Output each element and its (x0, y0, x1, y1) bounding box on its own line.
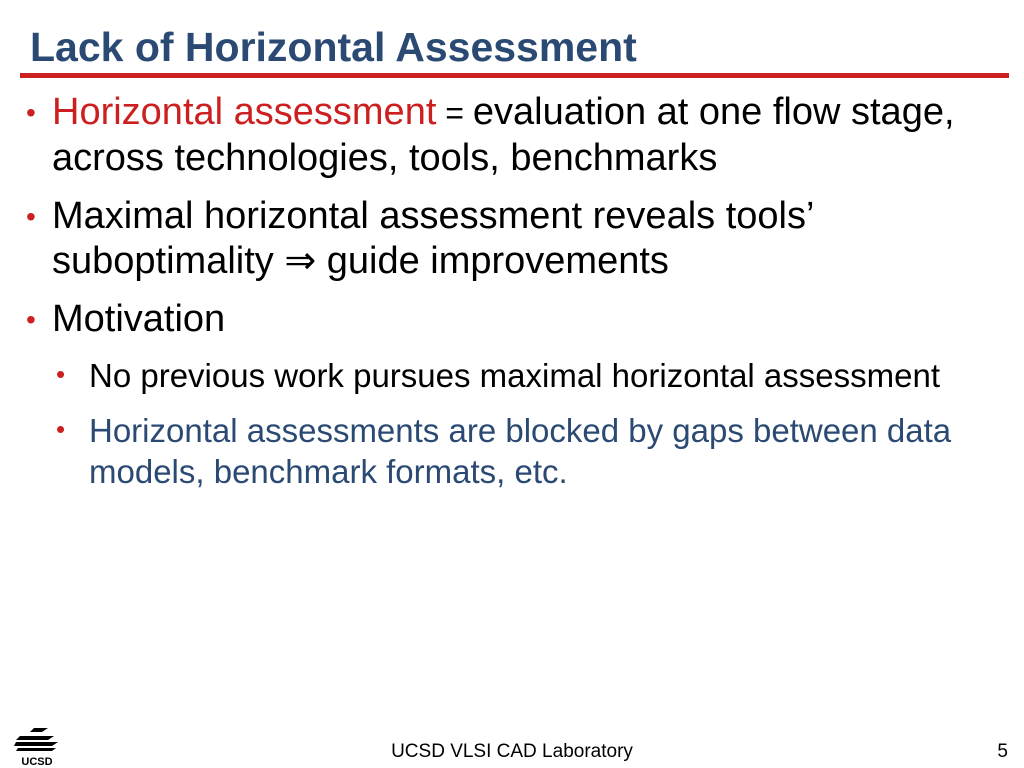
title-underline (20, 73, 1009, 78)
sub-bullet-marker: • (56, 359, 66, 389)
sub-bullet-text: Horizontal assessments are blocked by gaps between data models, benchmark formats, etc. (89, 412, 952, 490)
maximal-assessment-text: Maximal horizontal assessment reveals tools’ suboptimality (52, 195, 814, 282)
slide-body (26, 90, 986, 506)
sub-bullet-no-previous-work (26, 355, 986, 396)
sub-bullet-marker: • (56, 414, 66, 444)
sub-bullet-blocked-by-gaps (26, 410, 986, 492)
bullet-motivation (26, 297, 986, 342)
definition-text: evaluation at one flow stage, across technologies, tools, benchmarks (52, 91, 955, 179)
bullet-maximal-assessment (26, 194, 986, 284)
footer-lab-name: UCSD VLSI CAD Laboratory (391, 741, 633, 762)
sub-bullet-text: No previous work pursues maximal horizontal assessment (89, 357, 941, 394)
guide-improvements-text: guide improvements (316, 240, 669, 282)
bullet-marker: • (26, 201, 36, 232)
equals-sign: = (436, 95, 473, 131)
implies-arrow-icon: ⇒ (284, 240, 317, 282)
slide-title: Lack of Horizontal Assessment (30, 24, 637, 70)
logo-wordmark: UCSD (21, 756, 53, 768)
bullet-marker: • (26, 97, 36, 128)
bullet-marker: • (26, 304, 36, 335)
page-number: 5 (997, 741, 1008, 762)
bullet-horizontal-assessment (26, 90, 986, 181)
motivation-label: Motivation (52, 298, 226, 340)
term-horizontal-assessment: Horizontal assessment (52, 91, 437, 133)
